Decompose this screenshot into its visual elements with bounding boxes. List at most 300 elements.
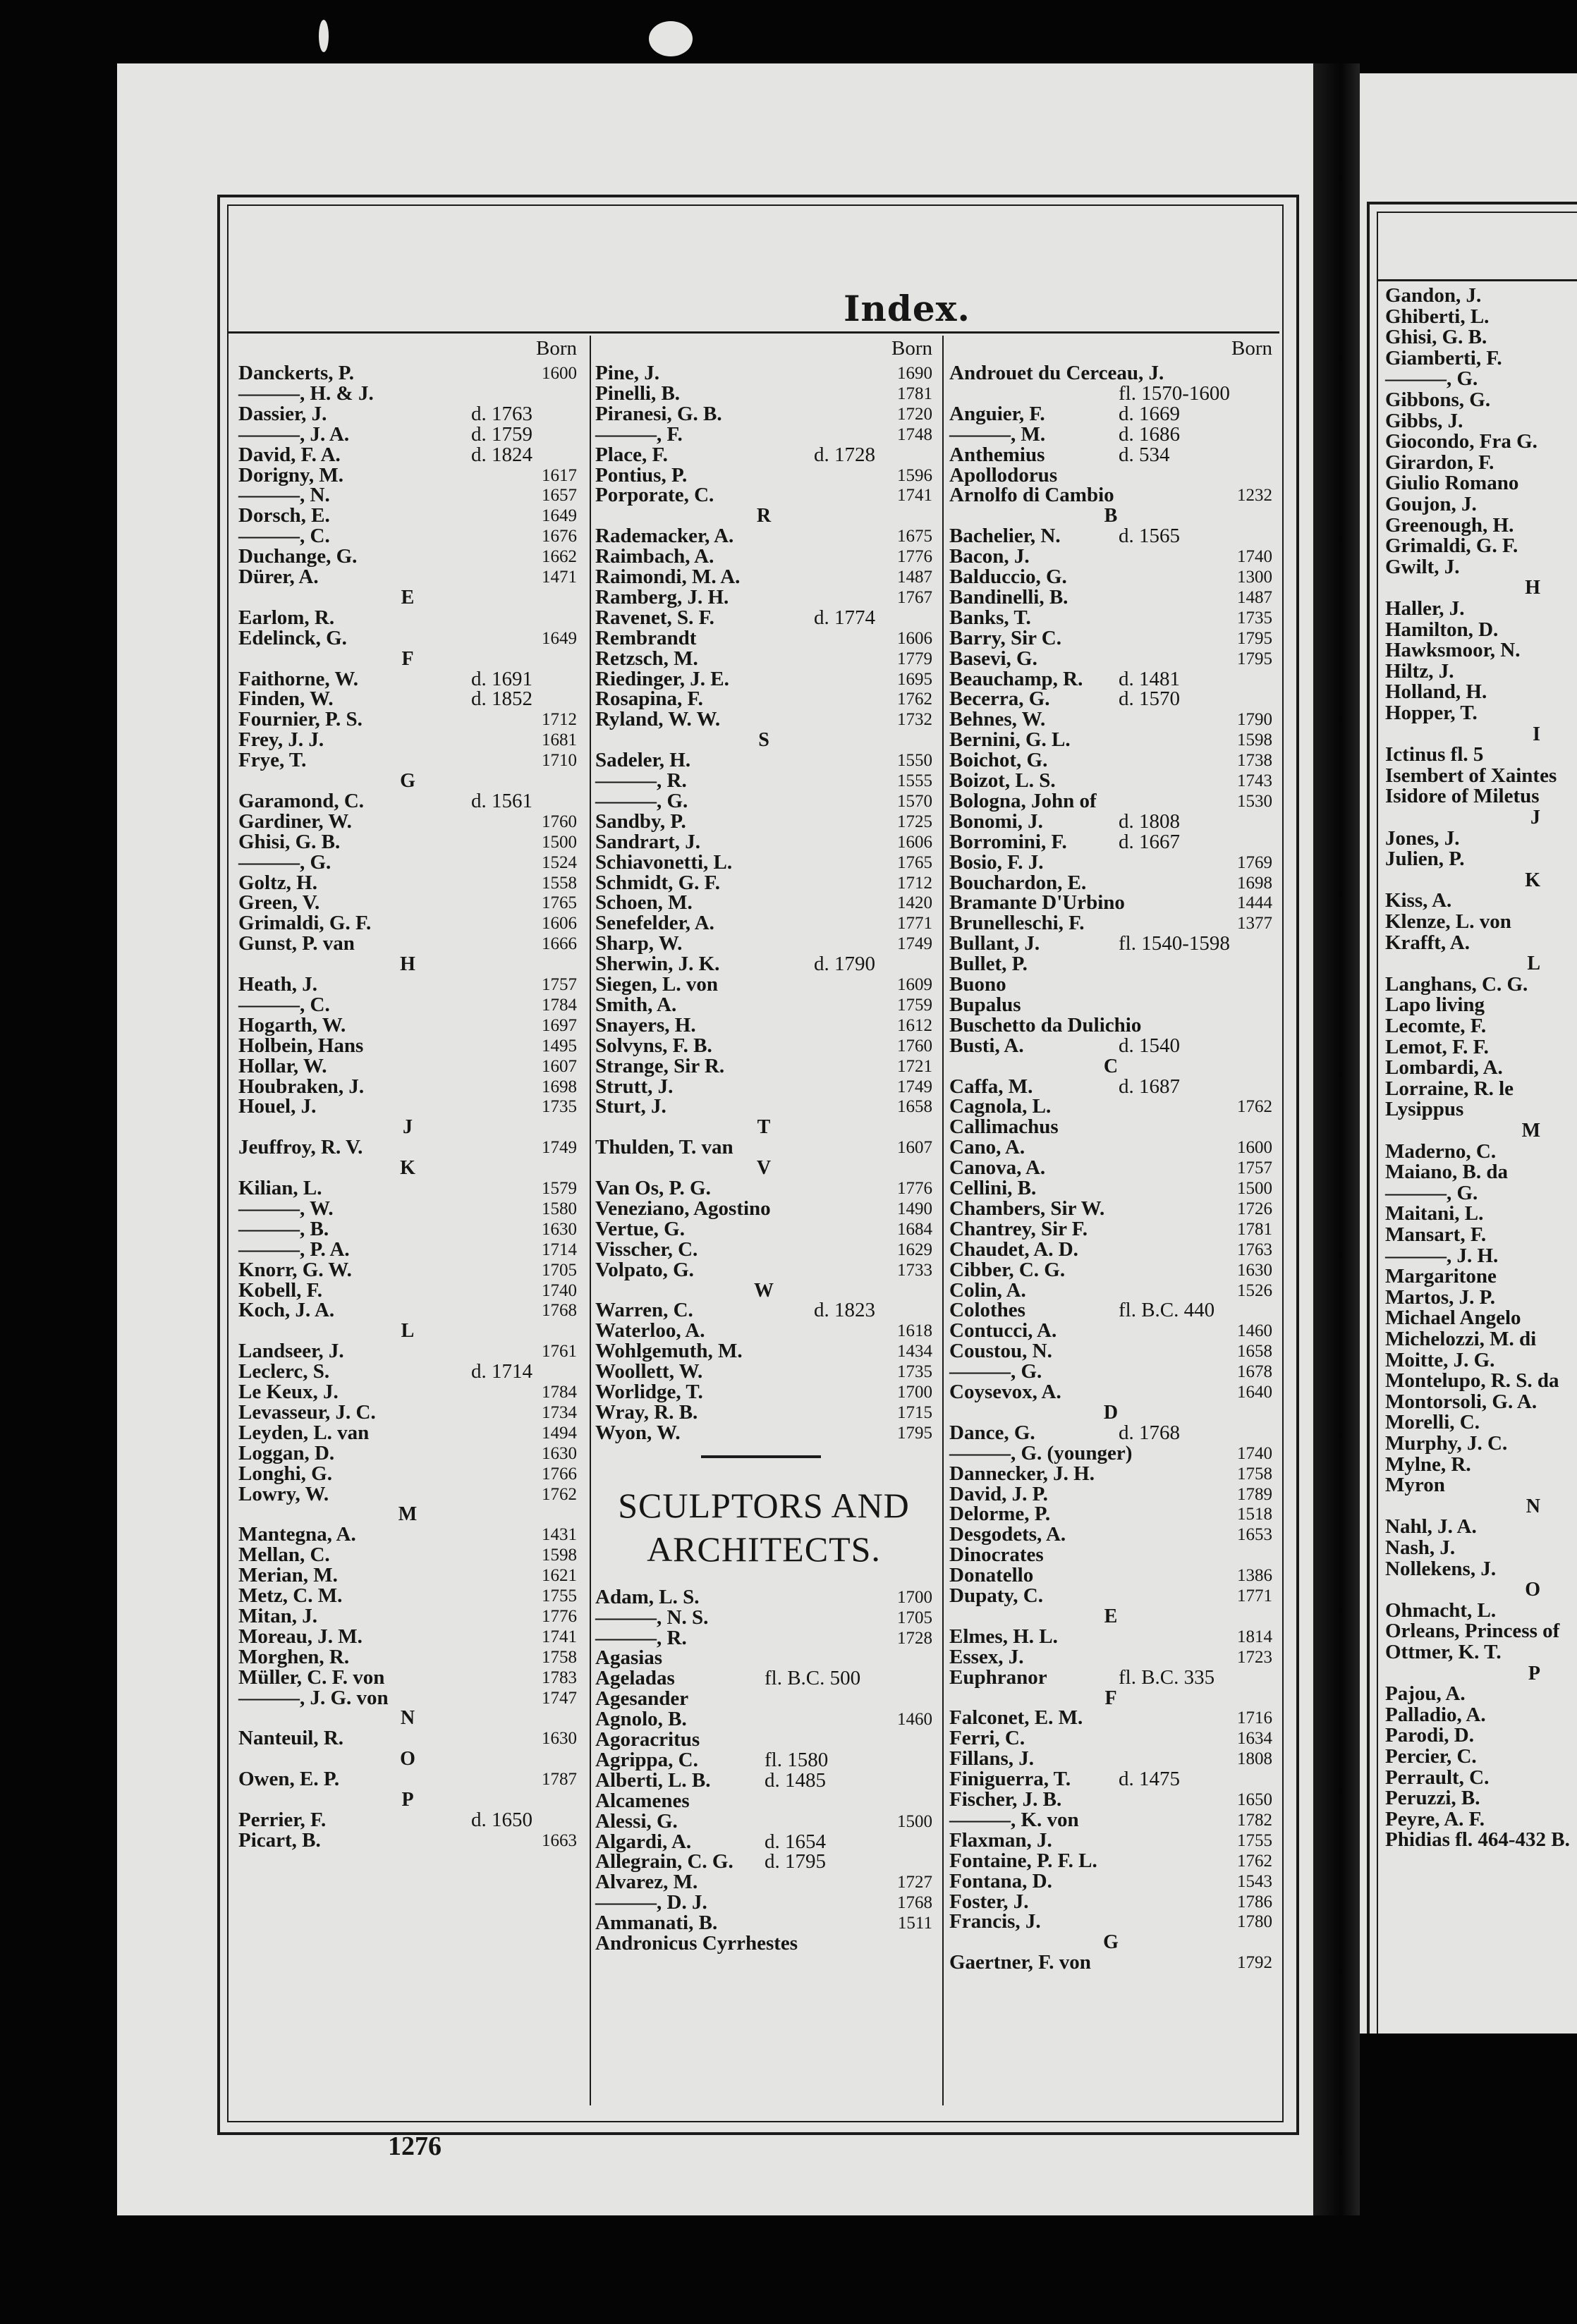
entry-name: Koch, J. A.	[238, 1299, 335, 1322]
entry-born-year: 1500	[1237, 1179, 1272, 1198]
entry-name: Greenough, H.	[1385, 513, 1514, 537]
entry-date-note: d. 1852	[471, 687, 532, 711]
entry-name: Brunelleschi, F.	[949, 912, 1085, 935]
section-title-line-1: SCULPTORS AND	[618, 1485, 910, 1525]
index-entry	[238, 1809, 577, 1831]
index-entry	[238, 525, 577, 547]
index-entry	[595, 1239, 932, 1261]
section-letter: R	[756, 505, 772, 527]
entry-born-year: 1740	[542, 1280, 577, 1300]
entry-name: Klenze, L. von	[1385, 910, 1511, 933]
index-entry	[949, 668, 1272, 690]
index-entry	[949, 1422, 1272, 1444]
index-entry	[595, 1811, 932, 1833]
section-letter: E	[1104, 1605, 1118, 1627]
index-entry	[595, 1299, 932, 1321]
index-entry	[595, 750, 932, 771]
entry-date-note: d. 1774	[814, 606, 875, 629]
index-entry	[238, 1606, 577, 1627]
index-entry	[595, 383, 932, 405]
entry-name: ———, G.	[595, 789, 688, 812]
entry-name: Mellan, C.	[238, 1543, 330, 1567]
entry-name: Strange, Sir R.	[595, 1054, 725, 1077]
index-entry	[949, 1789, 1272, 1811]
entry-name: Hamilton, D.	[1385, 618, 1499, 641]
entry-name: Frey, J. J.	[238, 728, 324, 752]
index-entry	[238, 974, 577, 996]
entry-born-year: 1787	[542, 1770, 577, 1790]
index-entry	[1385, 1558, 1577, 1580]
entry-name: Holbein, Hans	[238, 1034, 364, 1057]
entry-name: ———, G.	[949, 1360, 1042, 1383]
index-entry	[595, 994, 932, 1016]
entry-name: Behnes, W.	[949, 708, 1046, 731]
entry-born-year: 1732	[897, 710, 932, 730]
entry-born-year: 1738	[1237, 751, 1272, 771]
index-entry	[1385, 1704, 1577, 1726]
index-entry	[949, 1585, 1272, 1607]
index-entry	[949, 1565, 1272, 1586]
entry-born-year: 1524	[542, 852, 577, 872]
born-header: Born	[891, 337, 932, 360]
entry-born-year: 1511	[897, 1914, 932, 1933]
index-entry	[949, 1503, 1272, 1525]
entry-name: Kobell, F.	[238, 1278, 322, 1302]
entry-born-year: 1755	[542, 1586, 577, 1606]
entry-born-year: 1795	[897, 1423, 932, 1443]
entry-born-year: 1762	[1237, 1851, 1272, 1871]
section-letter: C	[1103, 1055, 1119, 1077]
entry-born-year: 1715	[897, 1402, 932, 1422]
index-entry	[1385, 348, 1577, 369]
index-entry	[1385, 1746, 1577, 1768]
entry-name: Dorigny, M.	[238, 463, 344, 487]
index-entry	[238, 1015, 577, 1036]
entry-born-year: 1649	[542, 628, 577, 648]
entry-name: Francis, J.	[949, 1910, 1041, 1933]
entry-born-year: 1762	[1237, 1097, 1272, 1117]
index-entry	[238, 1463, 577, 1485]
entry-born-year: 1727	[897, 1873, 932, 1892]
entry-name: Fontaine, P. F. L.	[949, 1849, 1097, 1872]
index-entry	[949, 912, 1272, 934]
entry-name: Kiss, A.	[1385, 889, 1452, 912]
entry-name: Retzsch, M.	[595, 647, 698, 670]
entry-name: Agoracritus	[595, 1728, 700, 1751]
entry-name: Houel, J.	[238, 1095, 317, 1118]
entry-name: Langhans, C. G.	[1385, 972, 1528, 996]
index-entry	[949, 648, 1272, 670]
entry-born-year: 1721	[897, 1056, 932, 1076]
entry-born-year: 1663	[542, 1830, 577, 1850]
entry-name: Hiltz, J.	[1385, 659, 1454, 683]
index-entry	[1385, 1266, 1577, 1288]
entry-name: Metz, C. M.	[238, 1584, 343, 1607]
entry-born-year: 1749	[542, 1138, 577, 1158]
entry-name: Arnolfo di Cambio	[949, 484, 1114, 507]
entry-name: Cano, A.	[949, 1136, 1025, 1159]
entry-born-year: 1743	[1237, 771, 1272, 790]
entry-name: Bupalus	[949, 993, 1021, 1016]
entry-date-note: d. 1763	[471, 402, 532, 425]
entry-born-year: 1734	[542, 1402, 577, 1422]
index-entry	[1385, 1245, 1577, 1267]
entry-name: Mansart, F.	[1385, 1223, 1487, 1246]
entry-name: Andronicus Cyrrhestes	[595, 1932, 798, 1955]
entry-born-year: 1728	[897, 1628, 932, 1648]
entry-name: David, J. P.	[949, 1482, 1048, 1505]
entry-name: Giocondo, Fra G.	[1385, 430, 1538, 453]
entry-born-year: 1487	[897, 568, 932, 587]
entry-born-year: 1558	[542, 873, 577, 893]
entry-name: Giulio Romano	[1385, 472, 1519, 495]
entry-date-note: fl. B.C. 440	[1119, 1299, 1215, 1322]
entry-name: Colothes	[949, 1299, 1025, 1322]
entry-born-year: 1714	[542, 1240, 577, 1259]
entry-born-year: 1762	[897, 690, 932, 709]
entry-name: Green, V.	[238, 891, 320, 915]
entry-born-year: 1795	[1237, 628, 1272, 648]
entry-born-year: 1814	[1237, 1627, 1272, 1646]
entry-born-year: 1658	[897, 1097, 932, 1117]
index-entry	[949, 953, 1272, 975]
entry-name: Balduccio, G.	[949, 565, 1067, 588]
entry-name: Dannecker, J. H.	[949, 1462, 1095, 1485]
entry-name: Senefelder, A.	[595, 912, 714, 935]
entry-date-note: d. 1790	[814, 953, 875, 976]
index-entry	[1385, 1161, 1577, 1183]
index-entry	[1385, 285, 1577, 307]
section-letter: W	[754, 1279, 774, 1302]
entry-name: ———, G.	[238, 850, 331, 874]
entry-born-year: 1705	[542, 1260, 577, 1280]
index-entry	[238, 1524, 577, 1546]
entry-name: Longhi, G.	[238, 1462, 332, 1485]
index-entry	[1385, 1809, 1577, 1830]
entry-name: Julien, P.	[1385, 848, 1465, 871]
entry-born-year: 1617	[542, 465, 577, 485]
entry-born-year: 1758	[1237, 1464, 1272, 1484]
entry-born-year: 1500	[542, 832, 577, 852]
index-entry	[1385, 1454, 1577, 1476]
index-entry	[238, 1443, 577, 1464]
entry-born-year: 1795	[1237, 649, 1272, 668]
entry-name: Bologna, John of	[949, 789, 1097, 812]
index-entry	[595, 587, 932, 608]
entry-date-note: d. 1795	[765, 1850, 826, 1873]
index-entry	[1385, 1537, 1577, 1559]
entry-name: Volpato, G.	[595, 1258, 694, 1281]
index-entry	[1385, 640, 1577, 661]
index-entry	[1385, 848, 1577, 870]
index-entry	[949, 1463, 1272, 1485]
entry-name: Jones, J.	[1385, 826, 1460, 850]
index-entry	[1385, 410, 1577, 432]
index-entry	[1385, 1307, 1577, 1329]
index-entry	[1385, 452, 1577, 474]
entry-born-year: 1781	[897, 384, 932, 403]
entry-name: Thulden, T. van	[595, 1136, 733, 1159]
index-entry	[949, 525, 1272, 547]
entry-name: Maiano, B. da	[1385, 1161, 1509, 1184]
index-entry	[238, 1361, 577, 1383]
index-entry	[595, 607, 932, 629]
index-entry	[238, 1096, 577, 1118]
index-entry	[949, 1524, 1272, 1546]
entry-date-note: fl. 1570-1600	[1119, 381, 1230, 405]
entry-born-year: 1580	[542, 1199, 577, 1218]
index-entry	[595, 1320, 932, 1342]
index-entry	[595, 1015, 932, 1036]
index-entry	[595, 1831, 932, 1853]
index-entry	[238, 424, 577, 446]
entry-born-year: 1530	[1237, 791, 1272, 811]
index-entry	[949, 1361, 1272, 1383]
entry-name: Pinelli, B.	[595, 381, 681, 405]
entry-born-year: 1769	[1237, 852, 1272, 872]
section-letter: F	[1104, 1687, 1117, 1709]
index-entry	[949, 628, 1272, 649]
entry-born-year: 1766	[542, 1464, 577, 1484]
entry-name: Le Keux, J.	[238, 1381, 339, 1403]
entry-name: Ramberg, J. H.	[595, 585, 729, 608]
entry-date-note: d. 1687	[1119, 1075, 1180, 1098]
index-entry	[949, 750, 1272, 771]
entry-name: Agnolo, B.	[595, 1708, 687, 1731]
index-entry	[1385, 1620, 1577, 1642]
index-entry	[238, 505, 577, 527]
entry-date-note: d. 1759	[471, 422, 532, 446]
entry-name: Barry, Sir C.	[949, 626, 1061, 649]
index-entry	[1385, 1287, 1577, 1309]
entry-name: Rembrandt	[595, 626, 697, 649]
entry-name: Borromini, F.	[949, 830, 1067, 853]
entry-name: Flaxman, J.	[949, 1828, 1052, 1852]
index-entry	[238, 912, 577, 934]
entry-born-year: 1526	[1237, 1280, 1272, 1300]
index-entry	[595, 790, 932, 812]
index-entry	[595, 953, 932, 975]
index-entry	[949, 1443, 1272, 1464]
entry-name: Lapo living	[1385, 993, 1485, 1017]
entry-born-year: 1790	[1237, 710, 1272, 730]
entry-born-year: 1784	[542, 995, 577, 1015]
entry-name: Euphranor	[949, 1665, 1047, 1689]
entry-date-note: d. 1823	[814, 1299, 875, 1322]
entry-name: Fontana, D.	[949, 1869, 1052, 1892]
index-entry	[595, 628, 932, 649]
entry-born-year: 1723	[1237, 1647, 1272, 1667]
entry-name: Bouchardon, E.	[949, 871, 1087, 894]
entry-name: Algardi, A.	[595, 1830, 692, 1853]
index-entry	[595, 648, 932, 670]
index-entry	[1385, 619, 1577, 641]
section-letter: L	[1527, 953, 1540, 975]
entry-name: ———, M.	[949, 422, 1046, 446]
index-entry	[595, 484, 932, 506]
entry-name: ———, J. H.	[1385, 1244, 1499, 1267]
entry-born-year: 1653	[1237, 1525, 1272, 1545]
index-entry	[595, 709, 932, 730]
entry-name: Palladio, A.	[1385, 1703, 1486, 1726]
entry-born-year: 1606	[897, 628, 932, 648]
entry-born-year: 1700	[897, 1587, 932, 1607]
entry-name: Callimachus	[949, 1115, 1059, 1139]
index-entry	[1385, 1474, 1577, 1496]
index-entry	[595, 424, 932, 446]
entry-name: Solvyns, F. B.	[595, 1034, 712, 1057]
entry-name: Warren, C.	[595, 1299, 693, 1322]
index-entry	[238, 1422, 577, 1444]
entry-name: Nollekens, J.	[1385, 1557, 1497, 1580]
entry-name: ———, G. (younger)	[949, 1441, 1133, 1464]
index-entry	[238, 1198, 577, 1220]
entry-born-year: 1761	[542, 1342, 577, 1362]
entry-name: Isidore of Miletus	[1385, 785, 1540, 808]
entry-date-note: d. 1728	[814, 443, 875, 466]
entry-name: Morghen, R.	[238, 1645, 350, 1668]
index-entry	[595, 1402, 932, 1424]
entry-name: Alessi, G.	[595, 1809, 678, 1833]
entry-name: Place, F.	[595, 443, 668, 466]
entry-born-year: 1771	[897, 914, 932, 934]
entry-name: Martos, J. P.	[1385, 1285, 1495, 1309]
entry-born-year: 1500	[897, 1811, 932, 1831]
index-entry	[238, 465, 577, 487]
entry-name: Anthemius	[949, 443, 1045, 466]
index-entry	[949, 688, 1272, 710]
entry-date-note: d. 534	[1119, 443, 1170, 466]
entry-name: Picart, B.	[238, 1828, 321, 1852]
entry-born-year: 1490	[897, 1199, 932, 1218]
entry-born-year: 1662	[542, 547, 577, 567]
index-entry	[238, 362, 577, 384]
index-entry	[949, 729, 1272, 751]
entry-name: Vertue, G.	[595, 1217, 685, 1240]
index-entry	[949, 587, 1272, 608]
index-entry	[595, 1668, 932, 1689]
entry-name: Ryland, W. W.	[595, 708, 721, 731]
entry-name: Loggan, D.	[238, 1441, 335, 1464]
entry-name: ———, W.	[238, 1197, 334, 1220]
entry-name: ———, P. A.	[238, 1237, 350, 1261]
entry-born-year: 1630	[1237, 1260, 1272, 1280]
index-entry	[595, 1259, 932, 1281]
entry-born-year: 1606	[542, 914, 577, 934]
entry-name: Murphy, J. C.	[1385, 1432, 1508, 1455]
entry-date-note: d. 1669	[1119, 402, 1180, 425]
entry-name: Coustou, N.	[949, 1340, 1052, 1363]
index-entry	[1385, 702, 1577, 724]
entry-born-year: 1741	[542, 1627, 577, 1646]
index-entry	[238, 1076, 577, 1098]
entry-name: Landseer, J.	[238, 1340, 344, 1363]
entry-born-year: 1598	[1237, 730, 1272, 750]
entry-born-year: 1740	[1237, 1443, 1272, 1463]
entry-born-year: 1495	[542, 1036, 577, 1056]
entry-name: Cagnola, L.	[949, 1095, 1052, 1118]
section-letter: N	[400, 1707, 415, 1730]
entry-name: Bandinelli, B.	[949, 585, 1068, 608]
index-entry	[1385, 368, 1577, 390]
entry-date-note: d. 1561	[471, 789, 532, 812]
entry-date-note: d. 1540	[1119, 1034, 1180, 1057]
entry-name: Alcamenes	[595, 1789, 690, 1812]
facing-page-heading-rule	[1378, 279, 1577, 281]
index-entry	[238, 852, 577, 874]
entry-name: Gardiner, W.	[238, 809, 352, 833]
entry-born-year: 1760	[542, 812, 577, 831]
entry-name: Parodi, D.	[1385, 1724, 1474, 1747]
entry-name: Essex, J.	[949, 1645, 1024, 1668]
entry-date-note: d. 1686	[1119, 422, 1180, 446]
index-entry	[1385, 1099, 1577, 1120]
entry-name: Heath, J.	[238, 973, 317, 996]
index-entry	[238, 1646, 577, 1668]
index-entry	[595, 1790, 932, 1812]
entry-name: Goujon, J.	[1385, 493, 1477, 515]
entry-name: Desgodets, A.	[949, 1523, 1066, 1546]
index-entry	[595, 1627, 932, 1649]
index-entry	[1385, 1641, 1577, 1663]
entry-born-year: 1740	[1237, 547, 1272, 567]
index-entry	[949, 709, 1272, 730]
index-entry	[949, 1239, 1272, 1261]
entry-born-year: 1550	[897, 751, 932, 771]
entry-name: Garamond, C.	[238, 789, 365, 812]
index-entry	[949, 1646, 1272, 1668]
entry-name: Mitan, J.	[238, 1604, 317, 1627]
facing-page	[1360, 73, 1577, 2034]
entry-name: Donatello	[949, 1564, 1034, 1587]
index-entry	[595, 525, 932, 547]
section-letter: N	[1526, 1495, 1540, 1517]
index-entry	[238, 1137, 577, 1158]
index-entry	[595, 852, 932, 874]
entry-name: Androuet du Cerceau, J.	[949, 362, 1164, 384]
index-entry	[949, 383, 1272, 405]
index-entry	[1385, 472, 1577, 494]
entry-name: Alvarez, M.	[595, 1871, 698, 1894]
entry-born-year: 1735	[897, 1362, 932, 1382]
index-entry	[238, 1768, 577, 1790]
index-entry	[1385, 890, 1577, 912]
entry-name: Giamberti, F.	[1385, 346, 1502, 369]
section-letter: J	[1530, 807, 1540, 828]
entry-name: Adam, L. S.	[595, 1585, 700, 1608]
entry-name: Porporate, C.	[595, 484, 714, 507]
entry-born-year: 1735	[1237, 608, 1272, 628]
entry-name: Beauchamp, R.	[949, 667, 1083, 690]
entry-name: Wyon, W.	[595, 1421, 681, 1444]
entry-name: Pajou, A.	[1385, 1682, 1466, 1706]
entry-born-year: 1650	[1237, 1790, 1272, 1809]
index-entry	[238, 872, 577, 894]
section-letter: K	[1525, 869, 1540, 891]
entry-born-year: 1757	[542, 975, 577, 994]
index-entry	[595, 1198, 932, 1220]
entry-name: Veneziano, Agostino	[595, 1197, 771, 1220]
entry-born-year: 1758	[542, 1647, 577, 1667]
index-entry	[1385, 1767, 1577, 1789]
section-letter: L	[401, 1320, 415, 1343]
index-entry	[949, 852, 1272, 874]
entry-name: Chambers, Sir W.	[949, 1197, 1105, 1220]
entry-name: Pontius, P.	[595, 463, 688, 487]
entry-name: ———, C.	[238, 525, 330, 548]
section-letter: P	[1528, 1662, 1540, 1684]
entry-born-year: 1629	[897, 1240, 932, 1259]
